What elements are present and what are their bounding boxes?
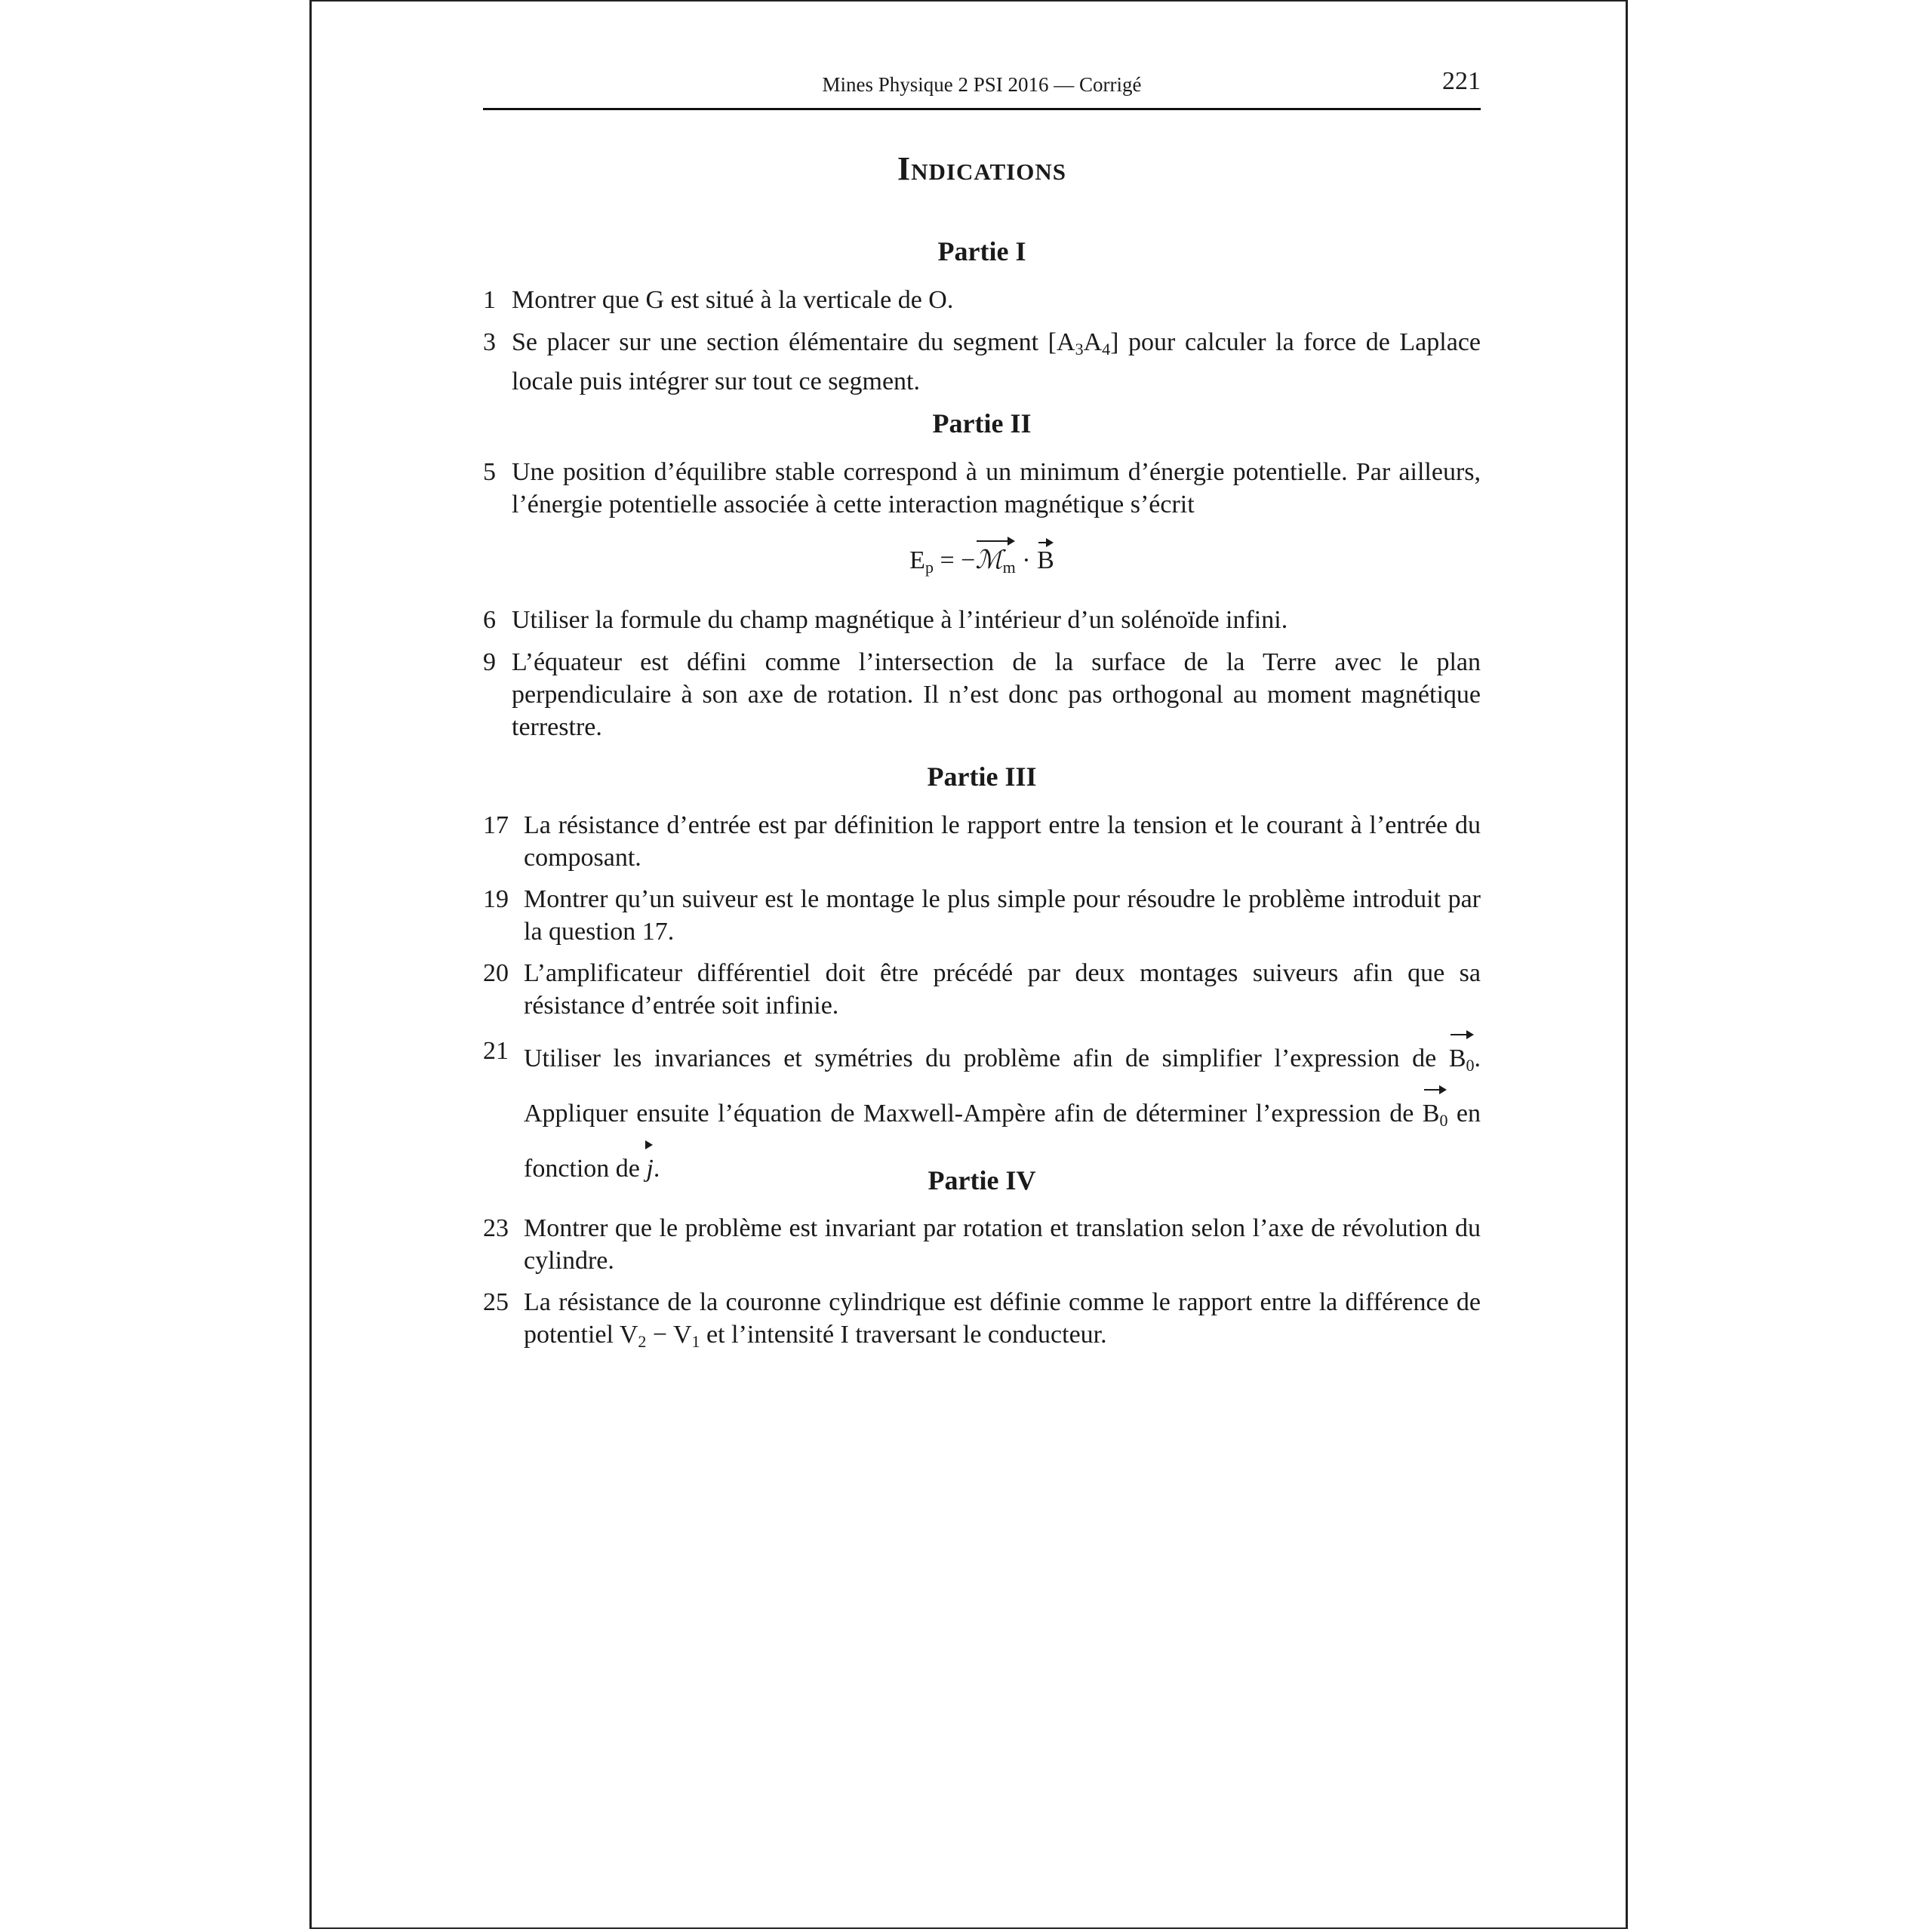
hint-number: 20 <box>483 959 509 987</box>
b0-vector: $B_0$ <box>1423 1086 1448 1141</box>
running-title: Mines Physique 2 PSI 2016 — Corrigé <box>822 73 1142 96</box>
hint-text: Une position d’équilibre stable correspond à un minimum d’énergie potentielle. Par ailleurs, l’énergie potentielle associée à cette interaction magnétique s’écrit <box>512 458 1481 518</box>
b0-vector: $B_0$ <box>1449 1031 1475 1086</box>
hint-text: La résistance d’entrée est par définition le rapport entre la tension et le courant à l’entrée du composant. <box>524 811 1481 872</box>
page-number: 221 <box>1442 67 1481 95</box>
hint-text: Montrer que le problème est invariant par rotation et translation selon l’axe de révolution du cylindre. <box>524 1214 1481 1275</box>
hint-item <box>483 957 1481 1022</box>
hint-item <box>483 646 1481 743</box>
hint-number: 17 <box>483 811 509 839</box>
hint-number: 6 <box>483 606 496 634</box>
hint-item <box>483 604 1481 636</box>
current-density-vector: j <box>646 1141 653 1189</box>
hint-text: Montrer qu’un suiveur est le montage le plus simple pour résoudre le problème introduit par la question 17. <box>524 885 1481 946</box>
section-heading-partie-4: Partie IV <box>928 1165 1036 1195</box>
hint-number: 5 <box>483 458 496 486</box>
hint-number: 25 <box>483 1288 509 1316</box>
hint-item <box>483 456 1481 521</box>
hint-item <box>483 883 1481 948</box>
hint-number: 19 <box>483 885 509 913</box>
hint-number: 23 <box>483 1214 509 1242</box>
hint-item <box>483 326 1481 398</box>
section-heading-partie-2: Partie II <box>932 408 1032 438</box>
section-heading-partie-1: Partie I <box>937 236 1026 266</box>
hint-text: Utiliser les invariances et symétries du problème afin de simplifier l’expression de $B_0$. Appliquer ensuite l’équation de Maxwell-Ampère afin de déterminer l’expression de $B_0$ en fonction de j. <box>524 1031 1481 1189</box>
hint-number: 3 <box>483 328 496 356</box>
hint-item <box>483 809 1481 874</box>
hint-text: L’amplificateur différentiel doit être précédé par deux montages suiveurs afin que sa résistance d’entrée soit infinie. <box>524 959 1481 1020</box>
hint-number: 21 <box>483 1037 509 1065</box>
hint-number: 9 <box>483 648 496 676</box>
hint-item <box>483 1212 1481 1277</box>
hint-text: Se placer sur une section élémentaire du segment $[A_3A_4]$ pour calculer la force de Laplace locale puis intégrer sur tout ce segment. <box>512 328 1481 395</box>
hint-text: La résistance de la couronne cylindrique est définie comme le rapport entre la différence de potentiel $V_2 - V_1$ et l’intensité I traversant le conducteur. <box>524 1288 1481 1351</box>
magnetic-field-vector: B <box>1037 539 1054 575</box>
potential-energy-formula: $E_p$ = − ℳ$_m$ · B <box>483 537 1481 590</box>
hint-text: Utiliser la formule du champ magnétique à l’intérieur d’un solénoïde infini. <box>512 606 1288 634</box>
hint-number: 1 <box>483 286 496 314</box>
running-header <box>483 67 1481 110</box>
section-heading-partie-3: Partie III <box>927 761 1037 792</box>
hint-item <box>483 284 1481 316</box>
page-title: Indications <box>897 150 1066 187</box>
magnetic-moment-vector: ℳ$_m$ <box>975 537 1015 577</box>
hint-text: L’équateur est défini comme l’intersection de la surface de la Terre avec le plan perpendiculaire à son axe de rotation. Il n’est donc pas orthogonal au moment magnétique terrestre. <box>512 648 1481 741</box>
hint-item <box>483 1286 1481 1358</box>
hint-text: Montrer que G est situé à la verticale de O. <box>512 286 954 314</box>
